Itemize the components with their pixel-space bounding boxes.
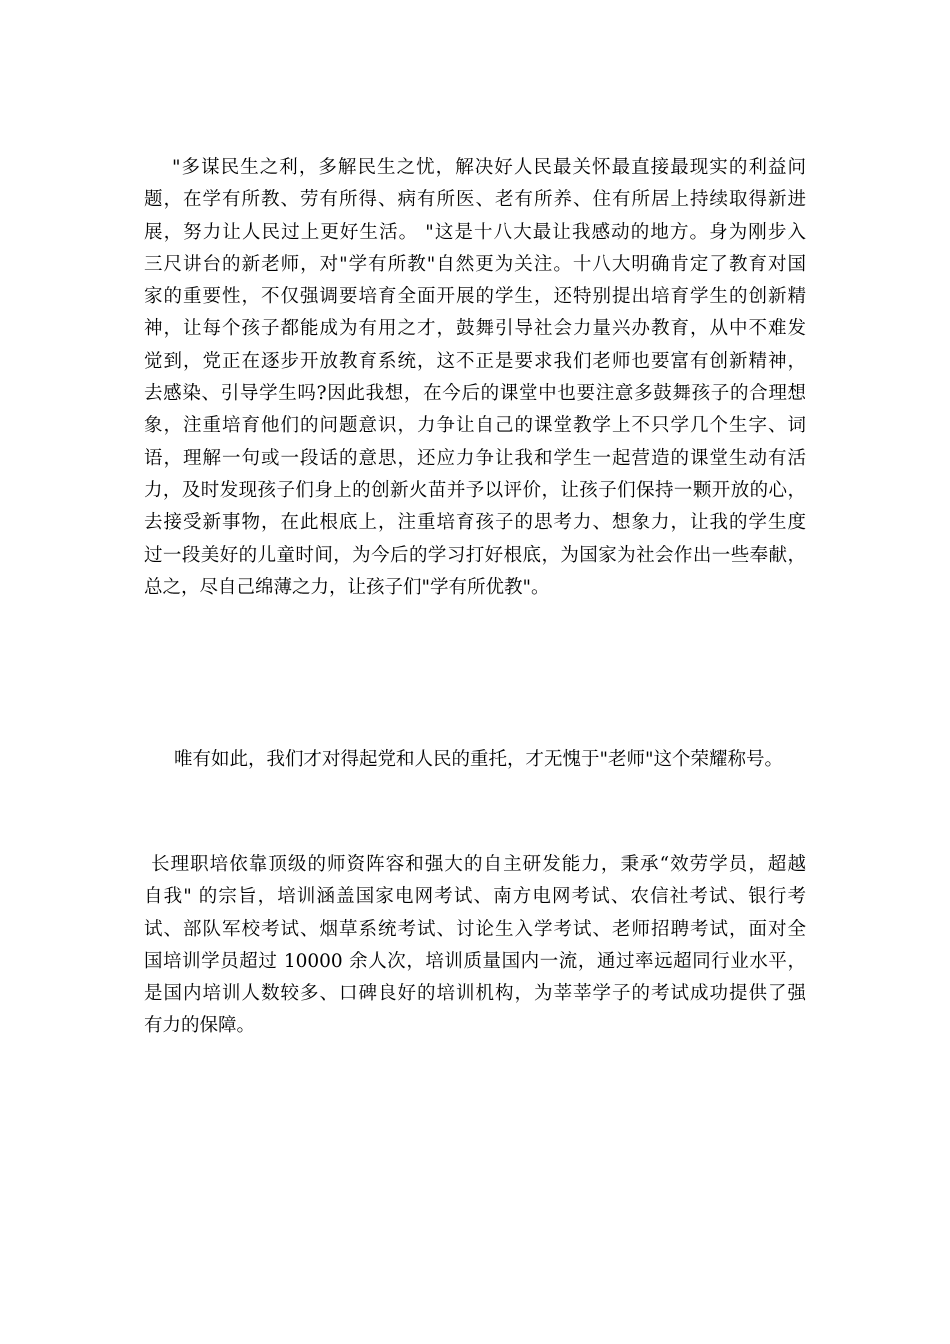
- paragraph-1-line: 题，在学有所教、劳有所得、病有所医、老有所养、住有所居上持续取得新进: [144, 189, 806, 211]
- paragraph-1-line: "多谋民生之利，多解民生之忧，解决好人民最关怀最直接最现实的利益问: [172, 157, 806, 178]
- paragraph-3-line: 是国内培训人数较多、口碑良好的培训机构，为莘莘学子的考试成功提供了强: [144, 983, 806, 1005]
- paragraph-3-line: 长理职培依靠顶级的师资阵容和强大的自主研发能力，秉承“效劳学员，超越: [151, 854, 806, 875]
- paragraph-1-line: 语，理解一句或一段话的意思，还应力争让我和学生一起营造的课堂生动有活: [144, 447, 806, 469]
- paragraph-1-line: 总之，尽自己绵薄之力，让孩子们"学有所优教"。: [144, 576, 550, 598]
- paragraph-1-line: 过一段美好的儿童时间，为今后的学习打好根底，为国家为社会作出一些奉献，: [144, 544, 806, 566]
- paragraph-1: [144, 152, 806, 604]
- paragraph-3-line: 自我" 的宗旨，培训涵盖国家电网考试、南方电网考试、农信社考试、银行考: [144, 886, 806, 908]
- paragraph-3-line: 国培训学员超过 10000 余人次，培训质量国内一流，通过率远超同行业水平，: [144, 950, 806, 972]
- paragraph-1-line: 去接受新事物，在此根底上，注重培育孩子的思考力、想象力，让我的学生度: [144, 512, 806, 534]
- paragraph-3: [144, 849, 806, 1043]
- paragraph-2-line: 唯有如此，我们才对得起党和人民的重托，才无愧于"老师"这个荣耀称号。: [174, 749, 784, 770]
- paragraph-1-line: 神，让每个孩子都能成为有用之才，鼓舞引导社会力量兴办教育，从中不难发: [144, 318, 806, 340]
- paragraph-3-line: 试、部队军校考试、烟草系统考试、讨论生入学考试、老师招聘考试，面对全: [144, 918, 806, 940]
- paragraph-2: [144, 744, 806, 776]
- paragraph-1-line: 去感染、引导学生吗?因此我想，在今后的课堂中也要注意多鼓舞孩子的合理想: [144, 383, 806, 405]
- paragraph-3-line: 有力的保障。: [144, 1015, 256, 1037]
- paragraph-1-line: 力，及时发现孩子们身上的创新火苗并予以评价，让孩子们保持一颗开放的心，: [144, 479, 806, 501]
- paragraph-1-line: 家的重要性，不仅强调要培育全面开展的学生，还特别提出培育学生的创新精: [144, 286, 806, 308]
- paragraph-1-line: 象，注重培育他们的问题意识，力争让自己的课堂教学上不只学几个生字、词: [144, 415, 806, 437]
- paragraph-1-line: 三尺讲台的新老师，对"学有所教"自然更为关注。十八大明确肯定了教育对国: [144, 253, 806, 275]
- paragraph-1-line: 展，努力让人民过上更好生活。 "这是十八大最让我感动的地方。身为刚步入: [144, 221, 806, 243]
- paragraph-1-line: 觉到，党正在逐步开放教育系统，这不正是要求我们老师也要富有创新精神，: [144, 350, 806, 372]
